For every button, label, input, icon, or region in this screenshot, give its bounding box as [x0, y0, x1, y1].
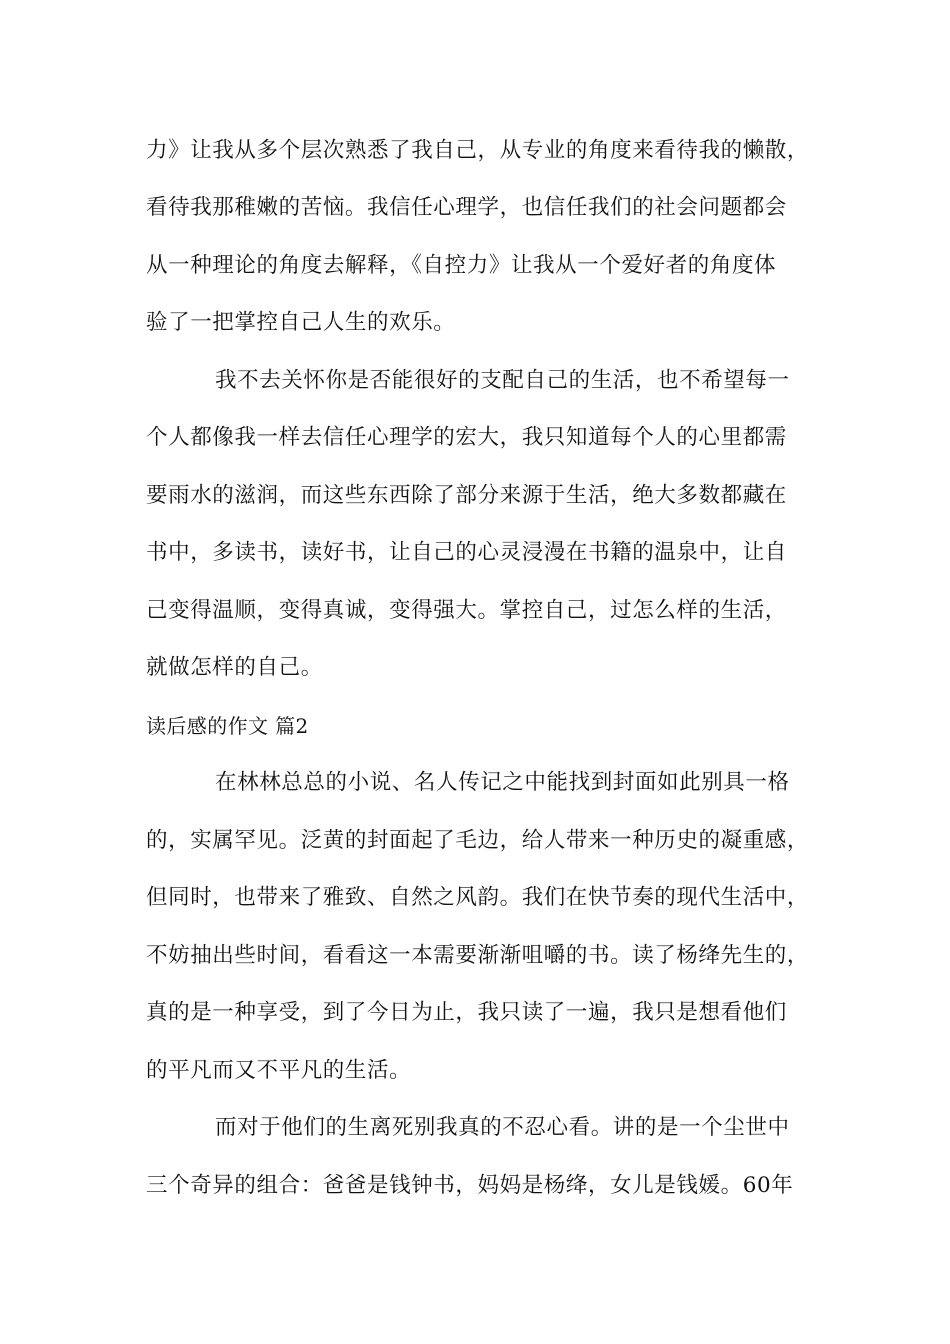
paragraph-line: 真的是一种享受，到了今日为止，我只读了一遍，我只是想看他们 — [146, 1000, 787, 1025]
paragraph-line: 我不去关怀你是否能很好的支配自己的生活，也不希望每一 — [215, 368, 790, 393]
paragraph-line: 个人都像我一样去信任心理学的宏大，我只知道每个人的心里都需 — [146, 425, 787, 450]
paragraph-line: 书中，多读书，读好书，让自己的心灵浸漫在书籍的温泉中，让自 — [146, 540, 787, 565]
paragraph-line: 力》让我从多个层次熟悉了我自己，从专业的角度来看待我的懒散， — [146, 138, 810, 163]
paragraph-line: 三个奇异的组合：爸爸是钱钟书，妈妈是杨绛，女儿是钱媛。60年 — [146, 1173, 794, 1198]
paragraph-line: 从一种理论的角度去解释，《自控力》让我从一个爱好者的角度体 — [146, 253, 777, 278]
section-heading: 读后感的作文 篇2 — [146, 714, 309, 738]
paragraph-line: 而对于他们的生离死别我真的不忍心看。讲的是一个尘世中 — [215, 1115, 790, 1140]
paragraph-line: 要雨水的滋润，而这些东西除了部分来源于生活，绝大多数都藏在 — [146, 483, 787, 508]
paragraph-line: 不妨抽出些时间，看看这一本需要渐渐咀嚼的书。读了杨绛先生的， — [146, 943, 810, 968]
paragraph-line: 验了一把掌控自己人生的欢乐。 — [146, 310, 456, 335]
paragraph-line: 的平凡而又不平凡的生活。 — [146, 1058, 412, 1083]
paragraph-line: 就做怎样的自己。 — [146, 655, 323, 680]
paragraph-line: 在林林总总的小说、名人传记之中能找到封面如此别具一格 — [215, 770, 790, 795]
paragraph-line: 但同时，也带来了雅致、自然之风韵。我们在快节奏的现代生活中， — [146, 885, 810, 910]
paragraph-line: 看待我那稚嫩的苦恼。我信任心理学，也信任我们的社会问题都会 — [146, 195, 787, 220]
paragraph-line: 的，实属罕见。泛黄的封面起了毛边，给人带来一种历史的凝重感， — [146, 828, 810, 853]
paragraph-line: 己变得温顺，变得真诚，变得强大。掌控自己，过怎么样的生活， — [146, 598, 787, 623]
